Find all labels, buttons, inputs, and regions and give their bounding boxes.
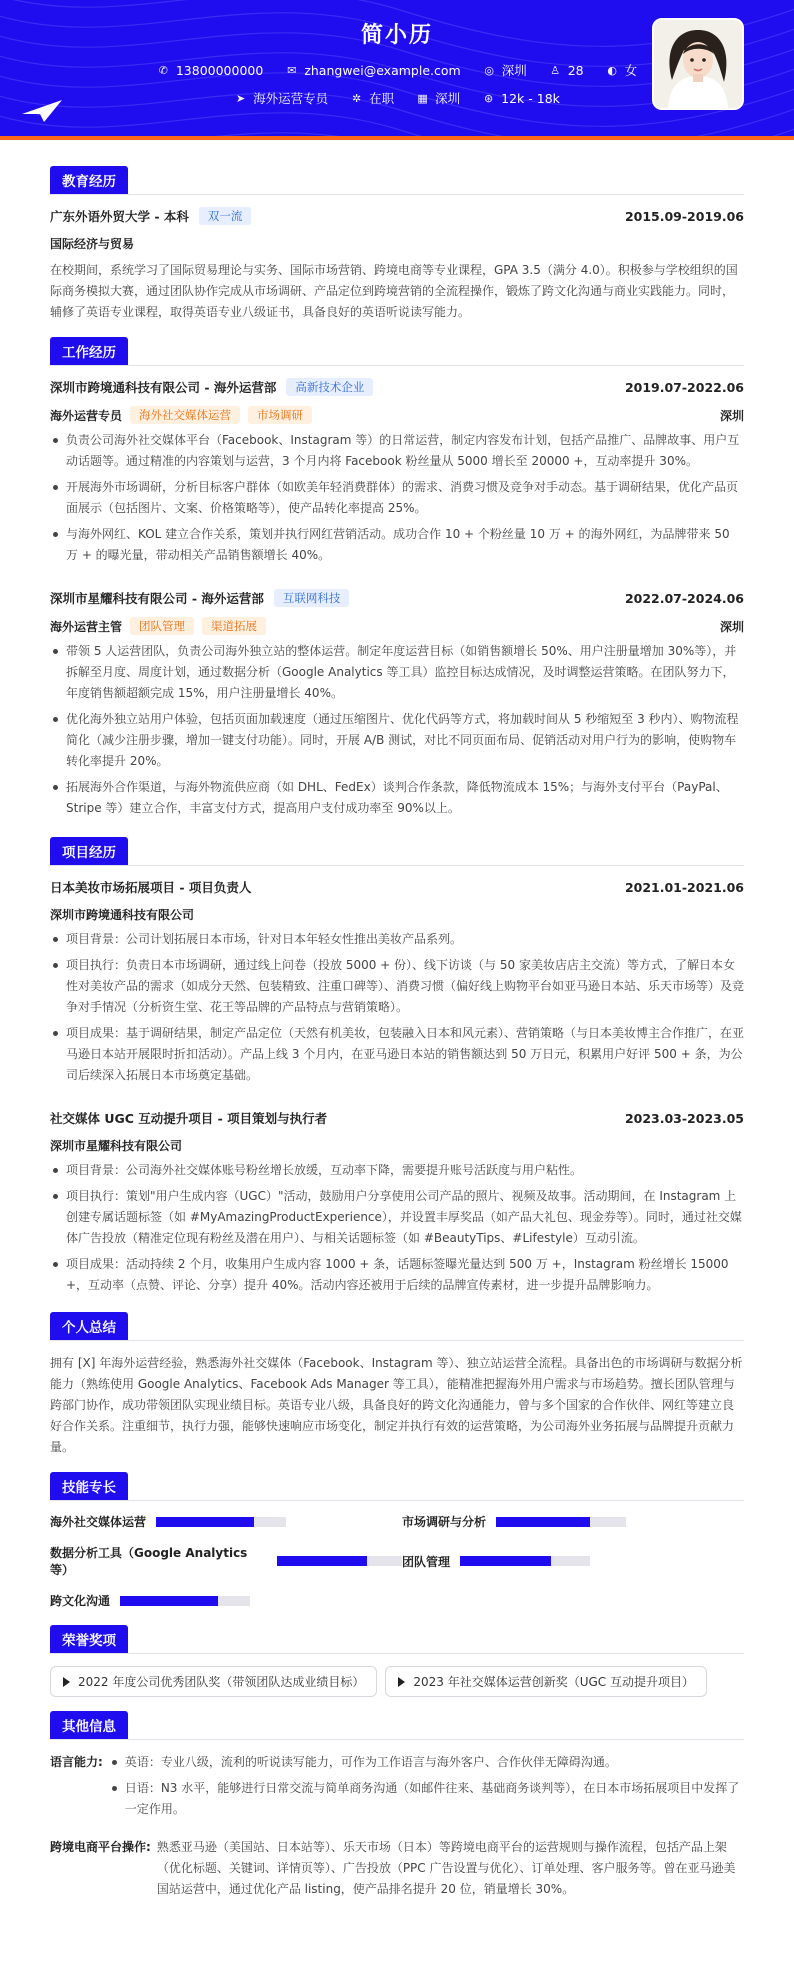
section-divider	[50, 865, 744, 866]
section-divider	[50, 1340, 744, 1341]
section-title-summary: 个人总结	[50, 1312, 128, 1340]
city-text: 深圳	[501, 63, 527, 78]
list-item: 英语：专业八级，流利的听说读写能力，可作为工作语言与海外客户、合作伙伴无障碍沟通。	[109, 1752, 744, 1773]
section-title-other: 其他信息	[50, 1711, 128, 1739]
education-major-row	[50, 235, 744, 252]
project-entry	[50, 878, 744, 1086]
skill-bar	[156, 1517, 286, 1527]
skill-bar	[120, 1596, 250, 1606]
skill-name: 海外社交媒体运营	[50, 1515, 147, 1529]
other-section	[50, 1711, 744, 1900]
salary-text: 12k - 18k	[501, 90, 560, 106]
skills-grid	[50, 1513, 744, 1609]
awards-list	[50, 1666, 744, 1697]
list-item: 项目成果：活动持续 2 个月，收集用户生成内容 1000 + 条，话题标签曝光量达到 500 万 +，Instagram 粉丝增长 15000 +，互动率（点赞、评论、分享）提升 40%。活动内容还被用于后续的品牌宣传素材，进一步提升品牌影响力。	[50, 1254, 744, 1296]
work-period: 2022.07-2024.06	[624, 590, 744, 606]
resume-header	[0, 0, 794, 140]
job-role: 海外运营专员	[50, 408, 123, 423]
skill-item	[50, 1544, 402, 1578]
company-name: 深圳市星耀科技有限公司 - 海外运营部	[50, 591, 264, 606]
major-name: 国际经济与贸易	[50, 237, 135, 251]
award-item	[50, 1666, 377, 1697]
project-company: 深圳市跨境通科技有限公司	[50, 908, 195, 922]
education-description: 在校期间，系统学习了国际贸易理论与实务、国际市场营销、跨境电商等专业课程，GPA 3.5（满分 4.0）。积极参与学校组织的国际商务模拟大赛，通过团队协作完成从市场调研、产品定位到跨境营销的全流程操作，锻炼了跨文化沟通与商业实践能力。同时，辅修了英语专业课程，取得英语专业八级证书，具备良好的英语听说读写能力。	[50, 263, 738, 319]
section-divider	[50, 1500, 744, 1501]
skill-bar	[277, 1556, 402, 1566]
language-row	[50, 1752, 744, 1825]
school-name: 广东外语外贸大学 - 本科	[50, 209, 189, 224]
platform-label: 跨境电商平台操作:	[50, 1840, 151, 1854]
company-name: 深圳市跨境通科技有限公司 - 海外运营部	[50, 380, 277, 395]
section-divider	[50, 1653, 744, 1654]
language-bullets	[109, 1752, 744, 1820]
phone-icon: ✆	[158, 63, 168, 77]
list-item: 日语：N3 水平，能够进行日常交流与简单商务沟通（如邮件往来、基础商务谈判等），在日本市场拓展项目中发挥了一定作用。	[109, 1778, 744, 1820]
skill-name: 团队管理	[402, 1554, 451, 1569]
list-item: 项目执行：负责日本市场调研，通过线上问卷（投放 5000 + 份）、线下访谈（与 50 家美妆店店主交流）等方式，了解日本女性对美妆产品的需求（如成分天然、包装精致、注重口碑等）、消费习惯（偏好线上购物平台如亚马逊日本站、乐天市场等）及竞争对手情况（分析资生堂、花王等品牌的产品特点与营销策略）。	[50, 955, 744, 1018]
language-label: 语言能力:	[50, 1755, 103, 1769]
send-icon: ➤	[235, 91, 246, 105]
status-item	[350, 89, 394, 107]
section-title-education: 教育经历	[50, 166, 128, 194]
gender-item	[606, 61, 638, 79]
intent-city-item	[416, 89, 460, 107]
skill-bar-fill	[496, 1517, 590, 1527]
skill-bar	[460, 1556, 590, 1566]
school-tag: 双一流	[199, 207, 252, 225]
position-item	[234, 89, 328, 107]
project-bullets	[50, 1160, 744, 1296]
platform-row	[50, 1837, 744, 1900]
education-period: 2015.09-2019.06	[624, 208, 744, 224]
projects-section	[50, 837, 744, 1296]
award-text: 2023 年社交媒体运营创新奖（UGC 互动提升项目）	[413, 1675, 694, 1689]
job-role: 海外运营主管	[50, 619, 123, 634]
skills-section	[50, 1472, 744, 1609]
section-divider	[50, 1739, 744, 1740]
status-text: 在职	[369, 91, 395, 106]
role-tag: 渠道拓展	[202, 617, 266, 635]
skill-bar-fill	[277, 1556, 367, 1566]
work-bullets	[50, 641, 744, 819]
age-icon: ♙	[550, 63, 561, 77]
summary-section	[50, 1312, 744, 1458]
summary-text: 拥有 [X] 年海外运营经验，熟悉海外社交媒体（Facebook、Instagram 等）、独立站运营全流程。具备出色的市场调研与数据分析能力（熟练使用 Google Analytics、Facebook Ads Manager 等工具），能精准把握海外用户需求与市场趋势。擅长团队管理与跨部门协作，成功带领团队实现业绩目标。英语专业八级，具备良好的跨文化沟通能力，曾与多个国家的合作伙伴、网红等建立良好合作关系。注重细节，执行力强，能够快速响应市场变化，制定并执行有效的运营策略，为公司海外业务拓展与品牌提升贡献力量。	[50, 1356, 743, 1454]
project-period: 2021.01-2021.06	[624, 879, 744, 895]
avatar	[652, 18, 744, 110]
location-icon: ◎	[484, 63, 494, 77]
skill-bar	[496, 1517, 626, 1527]
job-city: 深圳	[719, 619, 744, 634]
list-item: 项目背景：公司计划拓展日本市场，针对日本年轻女性推出美妆产品系列。	[50, 929, 744, 950]
phone-text: 13800000000	[175, 62, 264, 78]
gender-text: 女	[624, 63, 638, 78]
skill-item	[402, 1513, 742, 1530]
award-text: 2022 年度公司优秀团队奖（带领团队达成业绩目标）	[78, 1675, 365, 1689]
skill-bar-fill	[156, 1517, 254, 1527]
skill-bar-fill	[460, 1556, 551, 1566]
skill-name: 数据分析工具（Google Analytics 等）	[50, 1546, 248, 1577]
award-item	[385, 1666, 707, 1697]
section-divider	[50, 194, 744, 195]
work-section	[50, 337, 744, 819]
list-item: 优化海外独立站用户体验，包括页面加载速度（通过压缩图片、优化代码等方式，将加载时间从 5 秒缩短至 3 秒内）、购物流程简化（减少注册步骤，增加一键支付功能）。同时，开展 A/B 测试，对比不同页面布局、促销活动对用户行为的影响，使购物车转化率提升 20%。	[50, 709, 744, 772]
list-item: 项目背景：公司海外社交媒体账号粉丝增长放缓，互动率下降，需要提升账号活跃度与用户粘性。	[50, 1160, 744, 1181]
salary-item	[482, 91, 560, 106]
age-text: 28	[567, 62, 584, 78]
age-item	[549, 63, 584, 78]
email-item	[285, 63, 460, 78]
skill-name: 跨文化沟通	[50, 1594, 111, 1608]
avatar-portrait-icon	[654, 20, 742, 108]
city-item	[483, 61, 527, 79]
work-bullets	[50, 430, 744, 566]
project-period: 2023.03-2023.05	[624, 1110, 744, 1126]
platform-text: 熟悉亚马逊（美国站、日本站等）、乐天市场（日本）等跨境电商平台的运营规则与操作流程，包括产品上架（优化标题、关键词、详情页等）、广告投放（PPC 广告设置与优化）、订单处理、客户服务等。曾在亚马逊美国站运营中，通过优化产品 listing，使产品排名提升 20 位，销量增长 30%。	[156, 1840, 736, 1896]
building-icon: ▦	[417, 91, 428, 105]
work-entry	[50, 589, 744, 819]
education-section	[50, 166, 744, 323]
skill-item	[50, 1513, 402, 1530]
project-name: 社交媒体 UGC 互动提升项目 - 项目策划与执行者	[50, 1111, 328, 1126]
intent-city-text: 深圳	[435, 91, 461, 106]
play-triangle-icon	[63, 1677, 70, 1687]
salary-icon: ⊛	[484, 91, 494, 105]
list-item: 项目执行：策划"用户生成内容（UGC）"活动，鼓励用户分享使用公司产品的照片、视频及故事。活动期间，在 Instagram 上创建专属话题标签（如 #MyAmazingProductExperience），并设置丰厚奖品（如产品大礼包、现金券等）。同时，通过社交媒体广告投放（精准定位现有粉丝及潜在用户）、与相关话题标签（如 #BeautyTips、#Lifestyle）互动引流。	[50, 1186, 744, 1249]
list-item: 带领 5 人运营团队，负责公司海外独立站的整体运营。制定年度运营目标（如销售额增长 50%、用户注册量增加 30%等），并拆解至月度、周度计划，通过数据分析（Google Analytics 等工具）监控目标达成情况，及时调整运营策略。在团队努力下，年度销售额超额完成 15%，用户注册量增长 40%。	[50, 641, 744, 704]
section-title-skills: 技能专长	[50, 1472, 128, 1500]
candidate-name: 简小历	[360, 23, 433, 48]
mail-icon: ✉	[287, 63, 297, 77]
role-tag: 团队管理	[130, 617, 194, 635]
gender-icon: ◐	[607, 63, 617, 77]
company-tag: 高新技术企业	[286, 378, 373, 396]
phone-item	[157, 63, 263, 78]
list-item: 拓展海外合作渠道，与海外物流供应商（如 DHL、FedEx）谈判合作条款，降低物流成本 15%；与海外支付平台（PayPal、Stripe 等）建立合作，丰富支付方式，提高用户支付成功率至 90%以上。	[50, 777, 744, 819]
play-triangle-icon	[398, 1677, 405, 1687]
section-title-honors: 荣誉奖项	[50, 1625, 128, 1653]
email-text: zhangwei@example.com	[304, 62, 461, 78]
header-accent-line	[0, 136, 794, 140]
skill-bar-fill	[120, 1596, 218, 1606]
work-period: 2019.07-2022.06	[624, 379, 744, 395]
project-company: 深圳市星耀科技有限公司	[50, 1139, 183, 1153]
role-tag: 市场调研	[248, 406, 312, 424]
skill-item	[50, 1592, 402, 1609]
company-tag: 互联网科技	[274, 589, 350, 607]
list-item: 开展海外市场调研，分析目标客户群体（如欧美年轻消费群体）的需求、消费习惯及竞争对手动态。基于调研结果，优化产品页面展示（包括图片、文案、价格策略等），使产品转化率提高 25%。	[50, 477, 744, 519]
position-text: 海外运营专员	[253, 91, 329, 106]
skill-item	[402, 1544, 742, 1578]
project-name: 日本美妆市场拓展项目 - 项目负责人	[50, 880, 252, 895]
work-entry	[50, 378, 744, 566]
section-title-work: 工作经历	[50, 337, 128, 365]
list-item: 项目成果：基于调研结果，制定产品定位（天然有机美妆，包装融入日本和风元素）、营销策略（与日本美妆博主合作推广，在亚马逊日本站开展限时折扣活动）。产品上线 3 个月内，在亚马逊日本站的销售额达到 50 万日元，积累用户好评 500 + 条，为公司后续深入拓展日本市场奠定基础。	[50, 1023, 744, 1086]
status-icon: ✲	[352, 91, 362, 105]
list-item: 与海外网红、KOL 建立合作关系，策划并执行网红营销活动。成功合作 10 + 个粉丝量 10 万 + 的海外网红，为品牌带来 50 万 + 的曝光量，带动相关产品销售额增长 40%。	[50, 524, 744, 566]
job-city: 深圳	[719, 408, 744, 423]
education-entry-head	[50, 207, 744, 225]
honors-section	[50, 1625, 744, 1697]
section-title-projects: 项目经历	[50, 837, 128, 865]
resume-content	[0, 140, 794, 1900]
project-bullets	[50, 929, 744, 1086]
list-item: 负责公司海外社交媒体平台（Facebook、Instagram 等）的日常运营，制定内容发布计划，包括产品推广、品牌故事、用户互动话题等。通过精准的内容策划与运营，3 个月内将 Facebook 粉丝量从 5000 增长至 20000 +，互动率提升 30%。	[50, 430, 744, 472]
section-divider	[50, 365, 744, 366]
role-tag: 海外社交媒体运营	[130, 406, 240, 424]
skill-name: 市场调研与分析	[402, 1515, 487, 1529]
project-entry	[50, 1109, 744, 1296]
